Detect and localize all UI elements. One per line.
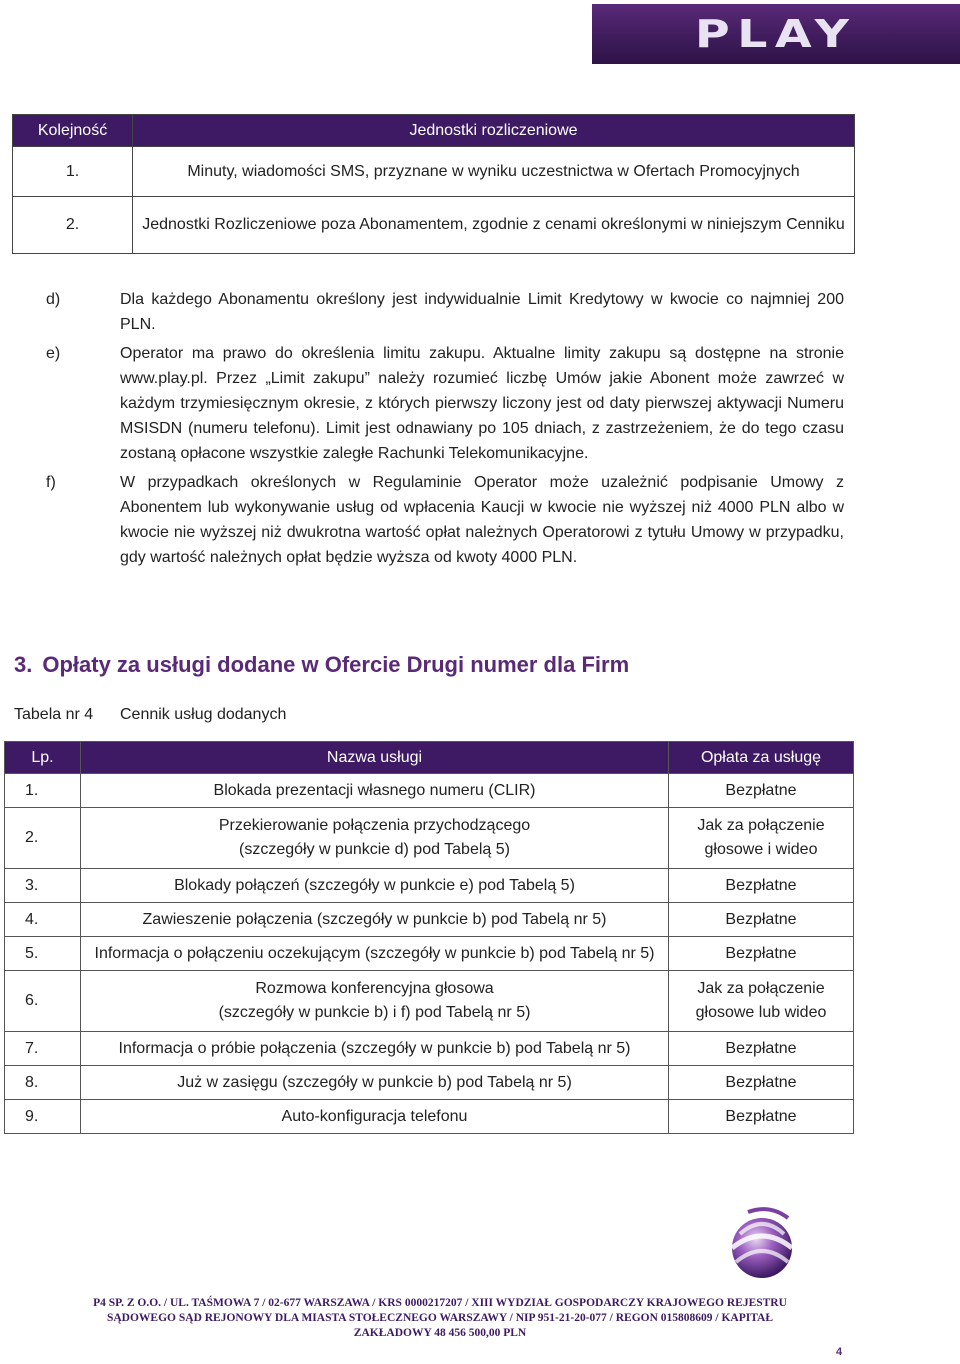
footer-line: ZAKŁADOWY 48 456 500,00 PLN (353, 1327, 527, 1339)
services-header-lp: Lp. (5, 742, 81, 774)
service-name-cell (81, 808, 669, 869)
service-fee-detail: głosowe i wideo (704, 841, 818, 858)
service-name: Informacja o próbie połączenia (szczegóły w punkcie b) pod Tabelą nr 5) (81, 1032, 669, 1066)
page-number: 4 (836, 1346, 843, 1358)
service-name: Przekierowanie połączenia przychodzącego (218, 817, 531, 834)
conditions-list (46, 287, 844, 574)
service-lp: 7. (5, 1032, 81, 1066)
service-fee: Bezpłatne (669, 1032, 854, 1066)
table-row (13, 197, 855, 254)
footer-line: P4 SP. Z O.O. / UL. TAŚMOWA 7 / 02-677 WARSZAWA / KRS 0000217207 / XIII WYDZIAŁ GOSPODARCZY KRAJOWEGO REJESTRU (93, 1297, 787, 1309)
table-caption (14, 706, 286, 724)
list-item-label: e) (46, 345, 61, 362)
service-name: Już w zasięgu (szczegóły w punkcie b) pod Tabelą nr 5) (81, 1066, 669, 1100)
list-item-text: W przypadkach określonych w Regulaminie Operator może uzależnić podpisanie Umowy z Abonentem lub wykonywanie usług od wpłacenia Kaucji w kwocie nie wyższej niż 4000 PLN albo w kwocie nie wyższej niż dwukrotna wartość opłat należnych Operatorowi z tytułu Umowy w przypadku, gdy wartość należnych opłat będzie wyższa od kwoty 4000 PLN. (120, 474, 844, 566)
service-fee: Jak za połączenie (697, 980, 825, 997)
service-fee-cell (669, 971, 854, 1032)
list-item-label: f) (46, 474, 56, 491)
company-footer (20, 1296, 860, 1341)
service-name-cell (81, 971, 669, 1032)
service-name: Blokady połączeń (szczegóły w punkcie e) pod Tabelą 5) (81, 869, 669, 903)
table-row (5, 937, 854, 971)
service-fee: Jak za połączenie (697, 817, 825, 834)
row-number: 2. (13, 197, 133, 254)
service-name: Informacja o połączeniu oczekującym (szczegóły w punkcie b) pod Tabelą nr 5) (81, 937, 669, 971)
service-fee: Bezpłatne (669, 869, 854, 903)
table-row (5, 1032, 854, 1066)
list-item (46, 470, 844, 570)
service-fee-detail: głosowe lub wideo (695, 1004, 827, 1021)
table-row (5, 808, 854, 869)
table-caption-title: Cennik usług dodanych (120, 706, 287, 723)
service-name-detail: (szczegóły w punkcie d) pod Tabelą 5) (239, 841, 510, 858)
service-fee: Bezpłatne (669, 774, 854, 808)
table-row (5, 903, 854, 937)
table-row (5, 869, 854, 903)
units-table-header-units: Jednostki rozliczeniowe (133, 115, 855, 147)
service-name-detail: (szczegóły w punkcie b) i f) pod Tabelą nr 5) (218, 1004, 531, 1021)
service-lp: 2. (5, 808, 81, 869)
services-header-name: Nazwa usługi (81, 742, 669, 774)
services-table (4, 741, 854, 1134)
service-lp: 8. (5, 1066, 81, 1100)
list-item-text: Operator ma prawo do określenia limitu zakupu. Aktualne limity zakupu są dostępne na stronie www.play.pl. Przez „Limit zakupu” należy rozumieć liczbę Umów jakie Abonent może zawrzeć w każdym trzymiesięcznym okresie, z których pierwszy liczony jest od daty pierwszej aktywacji Numeru MSISDN (numeru telefonu). Limit jest odnawiany po 105 dniach, z zastrzeżeniem, że do tego czasu zostaną opłacone wszystkie zaległe Rachunki Telekomunikacyjne. (120, 345, 844, 462)
service-lp: 4. (5, 903, 81, 937)
service-name: Zawieszenie połączenia (szczegóły w punkcie b) pod Tabelą nr 5) (81, 903, 669, 937)
service-name: Blokada prezentacji własnego numeru (CLIR) (81, 774, 669, 808)
row-text: Minuty, wiadomości SMS, przyznane w wyniku uczestnictwa w Ofertach Promocyjnych (133, 147, 855, 197)
table-row (13, 147, 855, 197)
row-text: Jednostki Rozliczeniowe poza Abonamentem, zgodnie z cenami określonymi w niniejszym Cenniku (133, 197, 855, 254)
play-logo: PLAY (695, 12, 857, 56)
row-number: 1. (13, 147, 133, 197)
services-header-fee: Opłata za usługę (669, 742, 854, 774)
service-name: Rozmowa konferencyjna głosowa (255, 980, 494, 997)
units-table-header-order: Kolejność (13, 115, 133, 147)
list-item (46, 287, 844, 337)
section-number: 3. (14, 652, 33, 677)
service-fee: Bezpłatne (669, 1100, 854, 1134)
service-lp: 1. (5, 774, 81, 808)
service-lp: 9. (5, 1100, 81, 1134)
service-fee: Bezpłatne (669, 937, 854, 971)
section-title: Opłaty za usługi dodane w Ofercie Drugi numer dla Firm (42, 652, 630, 677)
service-lp: 5. (5, 937, 81, 971)
service-fee: Bezpłatne (669, 903, 854, 937)
section-heading (14, 652, 629, 678)
list-item-text: Dla każdego Abonamentu określony jest indywidualnie Limit Kredytowy w kwocie co najmniej 200 PLN. (120, 291, 844, 333)
list-item-label: d) (46, 291, 61, 308)
table-row (5, 971, 854, 1032)
units-table (12, 114, 855, 254)
service-lp: 3. (5, 869, 81, 903)
table-row (5, 1066, 854, 1100)
play-logo-banner (592, 4, 960, 64)
service-fee-cell (669, 808, 854, 869)
service-lp: 6. (5, 971, 81, 1032)
service-fee: Bezpłatne (669, 1066, 854, 1100)
table-row (5, 774, 854, 808)
service-name: Auto-konfiguracja telefonu (81, 1100, 669, 1134)
table-caption-label: Tabela nr 4 (14, 706, 94, 723)
play-sphere-logo-icon (718, 1204, 806, 1284)
footer-line: SĄDOWEGO SĄD REJONOWY DLA MIASTA STOŁECZNEGO WARSZAWY / NIP 951-21-20-077 / REGON 015808609 / KAPITAŁ (106, 1312, 774, 1324)
list-item (46, 341, 844, 466)
table-row (5, 1100, 854, 1134)
